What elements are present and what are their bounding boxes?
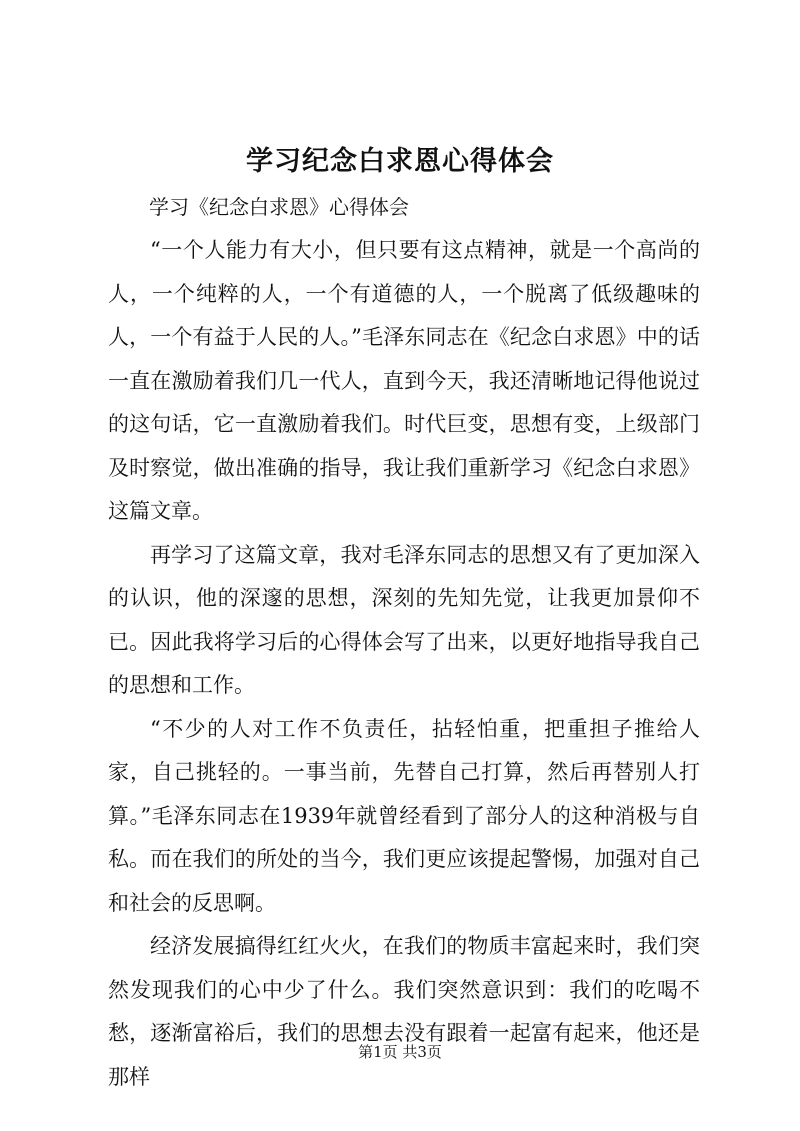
paragraph-3: “不少的人对工作不负责任，拈轻怕重，把重担子推给人家，自己挑轻的。一事当前，先替自己打算，然后再替别人打算。”毛泽东同志在1939年就曾经看到了部分人的这种消极与自私。而在我们的所处的当今，我们更应该提起警惕，加强对自己和社会的反思啊。 — [108, 716, 700, 915]
document-body — [108, 186, 700, 1099]
page-footer: 第1页 共3页 — [358, 1043, 442, 1061]
paragraph-4: 经济发展搞得红红火火，在我们的物质丰富起来时，我们突然发现我们的心中少了什么。我们突然意识到：我们的吃喝不愁，逐渐富裕后，我们的思想去没有跟着一起富有起来，他还是那样 — [108, 934, 700, 1089]
document-title: 学习纪念白求恩心得体会 — [246, 146, 554, 177]
paragraph-2: 再学习了这篇文章，我对毛泽东同志的思想又有了更加深入的认识，他的深邃的思想，深刻的先知先觉，让我更加景仰不已。因此我将学习后的心得体会写了出来，以更好地指导我自己的思想和工作。 — [108, 542, 700, 697]
paragraph-1: “一个人能力有大小，但只要有这点精神，就是一个高尚的人，一个纯粹的人，一个有道德的人，一个脱离了低级趣味的人，一个有益于人民的人。”毛泽东同志在《纪念白求恩》中的话一直在激励着我们几一代人，直到今天，我还清晰地记得他说过的这句话，它一直激励着我们。时代巨变，思想有变，上级部门及时察觉，做出准确的指导，我让我们重新学习《纪念白求恩》这篇文章。 — [108, 238, 700, 523]
document-subtitle: 学习《纪念白求恩》心得体会 — [149, 195, 409, 219]
